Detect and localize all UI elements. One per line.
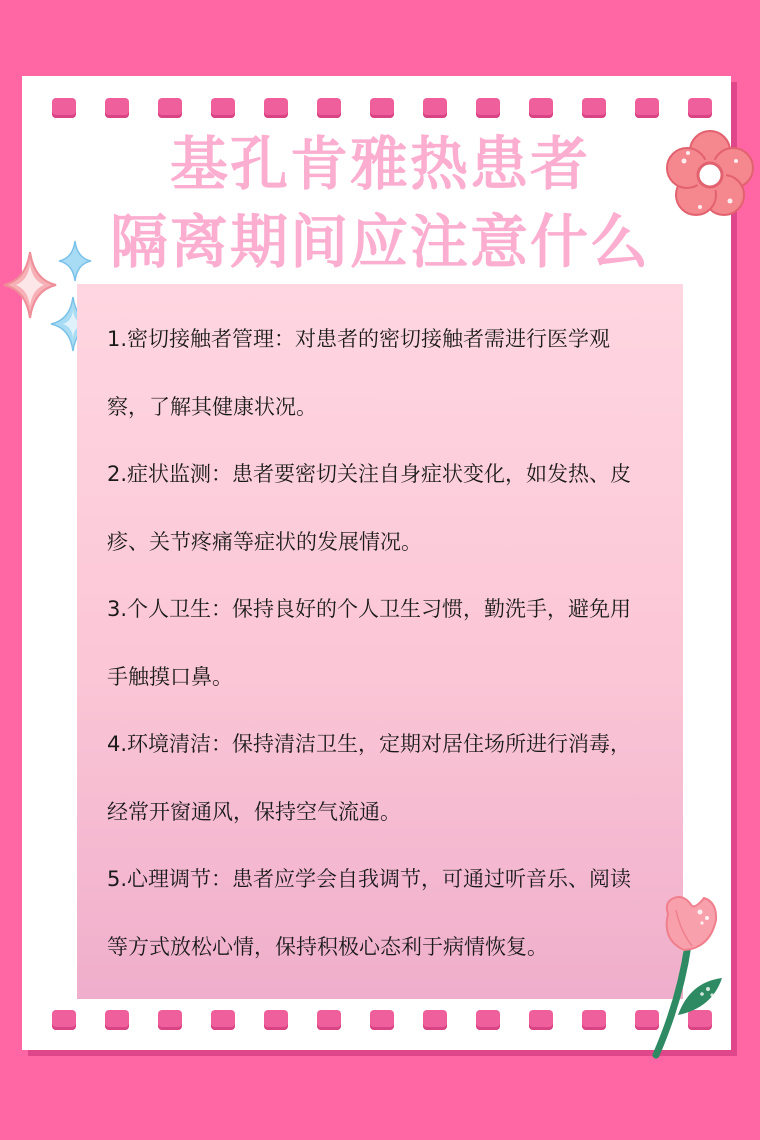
perforation xyxy=(476,1010,500,1030)
perforation xyxy=(211,1010,235,1030)
perforation xyxy=(370,98,394,118)
perforation xyxy=(370,1010,394,1030)
perforation xyxy=(529,1010,553,1030)
title-line-2: 隔离期间应注意什么 xyxy=(109,208,650,276)
perforation xyxy=(423,1010,447,1030)
perforation xyxy=(423,98,447,118)
perforation xyxy=(52,1010,76,1030)
perforation xyxy=(529,98,553,118)
perforation xyxy=(158,1010,182,1030)
perforation xyxy=(264,98,288,118)
perforation-row-bottom xyxy=(52,1010,712,1032)
perforation-row-top xyxy=(52,98,712,120)
tip-item-3: 3.个人卫生：保持良好的个人卫生习惯，勤洗手，避免用手触摸口鼻。 xyxy=(107,597,632,689)
perforation xyxy=(317,98,341,118)
perforation xyxy=(264,1010,288,1030)
sparkle-icon xyxy=(58,240,92,282)
perforation xyxy=(158,98,182,118)
perforation xyxy=(688,98,712,118)
perforation xyxy=(582,1010,606,1030)
tips-list xyxy=(107,306,652,981)
perforation xyxy=(105,98,129,118)
perforation xyxy=(211,98,235,118)
perforation xyxy=(52,98,76,118)
perforation xyxy=(476,98,500,118)
tulip-icon xyxy=(640,890,730,1065)
perforation xyxy=(582,98,606,118)
tip-item-2: 2.症状监测：患者要密切关注自身症状变化，如发热、皮疹、关节疼痛等症状的发展情况。 xyxy=(107,462,632,554)
title-line-1: 基孔肯雅热患者 xyxy=(169,130,590,198)
flower-icon xyxy=(660,125,760,225)
tip-item-4: 4.环境清洁：保持清洁卫生，定期对居住场所进行消毒，经常开窗通风，保持空气流通。 xyxy=(107,732,632,824)
perforation xyxy=(317,1010,341,1030)
perforation xyxy=(635,98,659,118)
tip-item-1: 1.密切接触者管理：对患者的密切接触者需进行医学观察，了解其健康状况。 xyxy=(107,327,611,419)
tip-item-5: 5.心理调节：患者应学会自我调节，可通过听音乐、阅读等方式放松心情，保持积极心态利于病情恢复。 xyxy=(107,867,632,959)
perforation xyxy=(105,1010,129,1030)
